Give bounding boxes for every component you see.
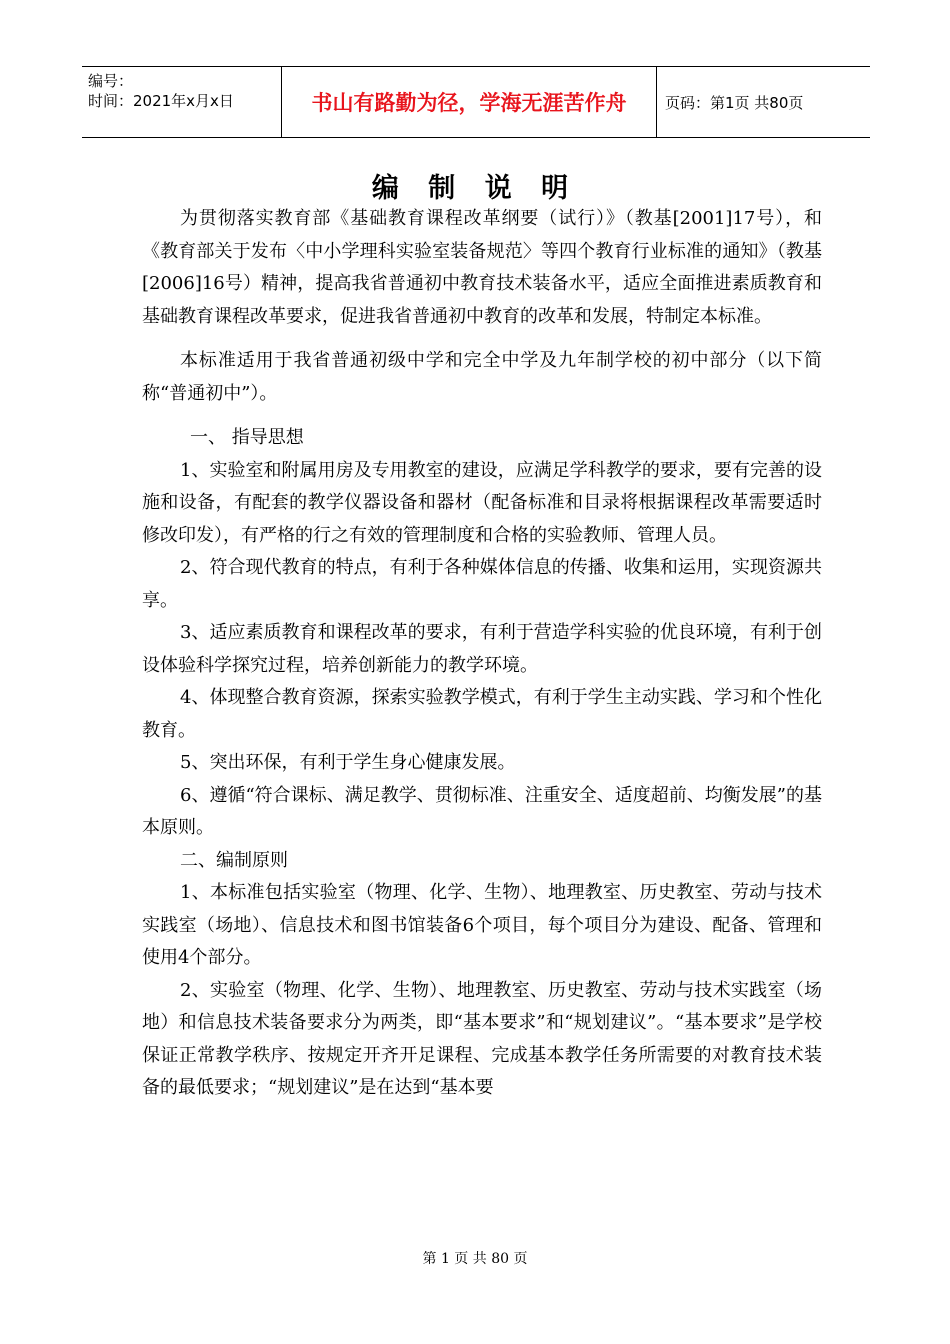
document-title: 编 制 说 明 [371,173,579,204]
paragraph-item: 5、突出环保，有利于学生身心健康发展。 [180,752,516,773]
document-number: 编号： [88,72,134,90]
document-body [142,203,822,1105]
header-meta [82,67,282,137]
page-header [82,66,870,138]
paragraph-item: 4、体现整合教育资源，探索实验教学模式，有利于学生主动实践、学习和个性化教育。 [142,687,822,741]
paragraph-item: 2、符合现代教育的特点，有利于各种媒体信息的传播、收集和运用，实现资源共享。 [142,557,822,611]
paragraph-scope: 本标准适用于我省普通初级中学和完全中学及九年制学校的初中部分（以下简称“普通初中”）。 [142,350,822,404]
paragraph-item: 1、本标准包括实验室（物理、化学、生物）、地理教室、历史教室、劳动与技术实践室（场地）、信息技术和图书馆装备6个项目，每个项目分为建设、配备、管理和使用4个部分。 [142,882,822,968]
page-footer: 第 1 页 共 80 页 [422,1251,528,1267]
paragraph-item: 1、实验室和附属用房及专用教室的建设，应满足学科教学的要求，要有完善的设施和设备，有配套的教学仪器设备和器材（配备标准和目录将根据课程改革需要适时修改印发），有严格的行之有效的管理制度和合格的实验教师、管理人员。 [142,459,822,546]
paragraph-intro: 为贯彻落实教育部《基础教育课程改革纲要（试行）》（教基[2001]17号），和《教育部关于发布〈中小学理科实验室装备规范〉等四个教育行业标准的通知》（教基[2006]16号）精神，提高我省普通初中教育技术装备水平，适应全面推进素质教育和基础教育课程改革要求，促进我省普通初中教育的改革和发展，特制定本标准。 [142,208,822,327]
paragraph-item: 3、适应素质教育和课程改革的要求，有利于营造学科实验的优良环境，有利于创设体验科学探究过程，培养创新能力的教学环境。 [142,622,822,676]
section-heading-principles: 二、编制原则 [180,849,288,871]
header-motto: 书山有路勤为径，学海无涯苦作舟 [282,67,657,137]
section-heading-guiding: 一、 指导思想 [190,427,304,448]
document-date: 时间：2021年x月x日 [88,92,234,110]
header-page-number: 页码：第1页 共80页 [665,93,804,112]
paragraph-item: 6、遵循“符合课标、满足教学、贯彻标准、注重安全、适度超前、均衡发展”的基本原则。 [142,784,822,838]
paragraph-item: 2、实验室（物理、化学、生物）、地理教室、历史教室、劳动与技术实践室（场地）和信息技术装备要求分为两类，即“基本要求”和“规划建议”。“基本要求”是学校保证正常教学秩序、按规定开齐开足课程、完成基本教学任务所需要的对教育技术装备的最低要求；“规划建议”是在达到“基本要 [142,979,822,1098]
